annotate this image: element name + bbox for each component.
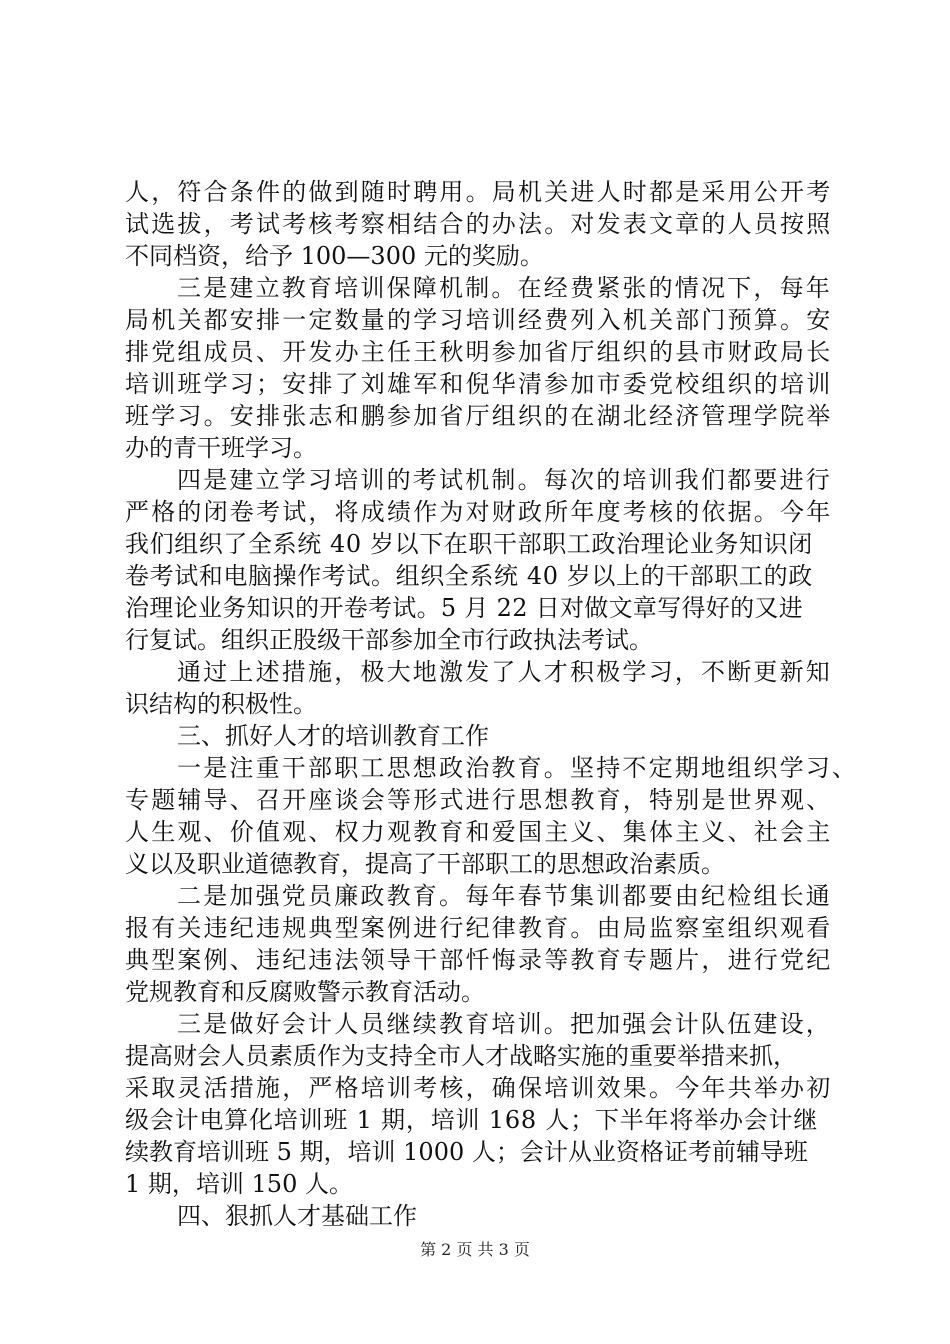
text-line: 党规教育和反腐败警示教育活动。 <box>125 978 485 1006</box>
text-line: 办的青干班学习。 <box>125 434 317 462</box>
text-line: 1 期，培训 150 人。 <box>125 1170 353 1198</box>
text-line: 人生观、价值观、权力观教育和爱国主义、集体主义、社会主 <box>125 818 833 846</box>
text-line: 不同档资，给予 100—300 元的奖励。 <box>125 242 544 270</box>
document-body <box>125 176 859 1232</box>
text-line: 班学习。安排张志和鹏参加省厅组织的在湖北经济管理学院举 <box>125 402 833 430</box>
text-line: 续教育培训班 5 期，培训 1000 人；会计从业资格证考前辅导班 <box>125 1138 808 1166</box>
text-line: 严格的闭卷考试，将成绩作为对财政所年度考核的依据。今年 <box>125 498 833 526</box>
text-line: 三是做好会计人员继续教育培训。把加强会计队伍建设， <box>177 1010 832 1038</box>
text-line: 二是加强党员廉政教育。每年春节集训都要由纪检组长通 <box>177 882 832 910</box>
text-line: 典型案例、违纪违法领导干部忏悔录等教育专题片，进行党纪 <box>125 946 833 974</box>
text-line: 局机关都安排一定数量的学习培训经费列入机关部门预算。安 <box>125 306 833 334</box>
text-line: 义以及职业道德教育，提高了干部职工的思想政治素质。 <box>125 850 725 878</box>
text-line: 我们组织了全系统 40 岁以下在职干部职工政治理论业务知识闭 <box>125 530 813 558</box>
text-line: 识结构的积极性。 <box>125 690 317 718</box>
text-line: 人，符合条件的做到随时聘用。局机关进人时都是采用公开考 <box>125 178 833 206</box>
page-footer: 第 2 页 共 3 页 <box>420 1240 530 1259</box>
text-line: 提高财会人员素质作为支持全市人才战略实施的重要举措来抓， <box>125 1042 797 1070</box>
text-line: 专题辅导、召开座谈会等形式进行思想教育，特别是世界观、 <box>125 786 833 814</box>
text-line: 卷考试和电脑操作考试。组织全系统 40 岁以上的干部职工的政 <box>125 562 813 590</box>
text-line: 一是注重干部职工思想政治教育。坚持不定期地组织学习、 <box>177 754 859 782</box>
text-line: 四是建立学习培训的考试机制。每次的培训我们都要进行 <box>177 466 832 494</box>
text-line: 四、狠抓人才基础工作 <box>177 1202 417 1230</box>
text-line: 三、抓好人才的培训教育工作 <box>177 722 489 750</box>
text-line: 行复试。组织正股级干部参加全市行政执法考试。 <box>125 626 653 654</box>
text-line: 级会计电算化培训班 1 期，培训 168 人；下半年将举办会计继 <box>125 1106 819 1134</box>
text-line: 排党组成员、开发办主任王秋明参加省厅组织的县市财政局长 <box>125 338 833 366</box>
text-line: 通过上述措施，极大地激发了人才积极学习，不断更新知 <box>177 658 832 686</box>
text-line: 培训班学习；安排了刘雄军和倪华清参加市委党校组织的培训 <box>125 370 833 398</box>
text-line: 采取灵活措施，严格培训考核，确保培训效果。今年共举办初 <box>125 1074 833 1102</box>
text-line: 治理论业务知识的开卷考试。5 月 22 日对做文章写得好的又进 <box>125 594 803 622</box>
text-line: 试选拔，考试考核考察相结合的办法。对发表文章的人员按照 <box>125 210 833 238</box>
text-line: 三是建立教育培训保障机制。在经费紧张的情况下，每年 <box>177 274 832 302</box>
text-line: 报有关违纪违规典型案例进行纪律教育。由局监察室组织观看 <box>125 914 833 942</box>
